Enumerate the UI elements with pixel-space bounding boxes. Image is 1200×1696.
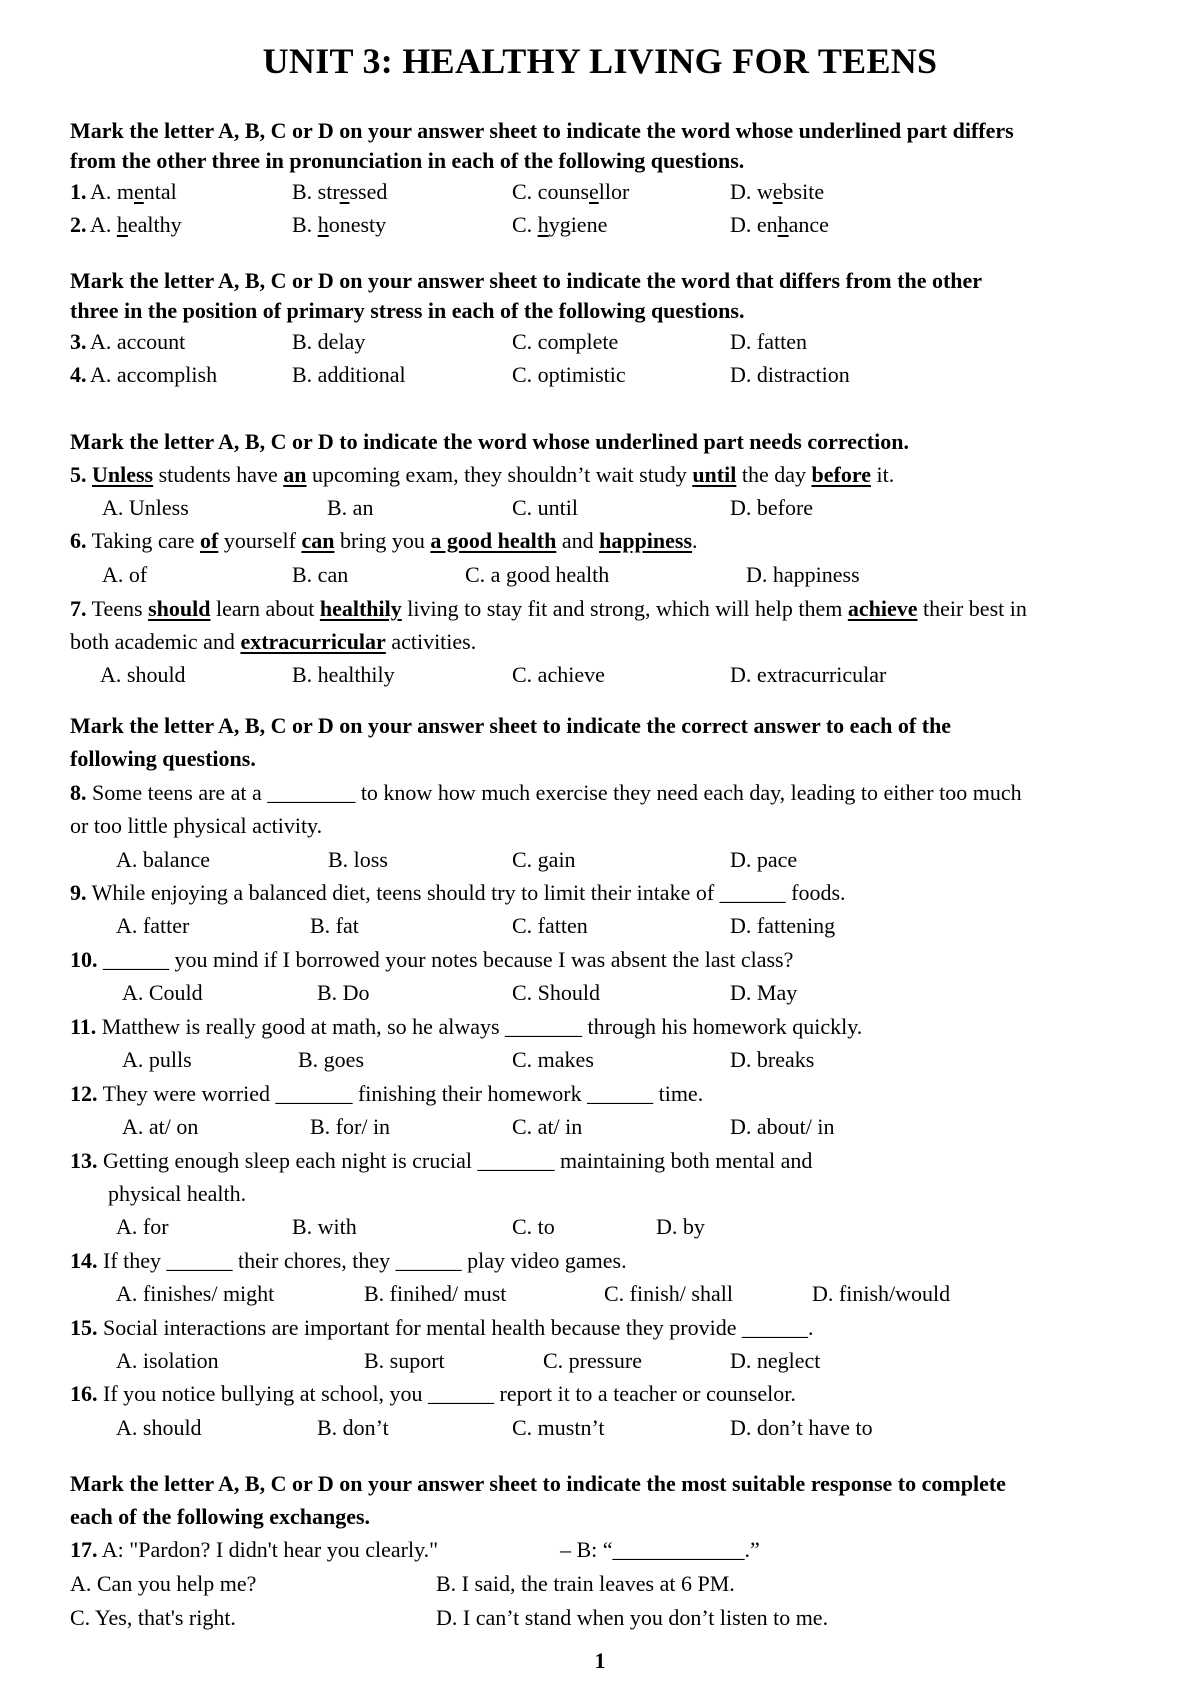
q11-option-a: A. pulls bbox=[122, 1047, 192, 1072]
question-11-stem: 11. Matthew is really good at math, so he always _______ through his homework quickly. bbox=[70, 1014, 863, 1039]
instruction-stress-line2: three in the position of primary stress in each of the following questions. bbox=[70, 298, 745, 323]
q9-option-d: D. fattening bbox=[730, 913, 836, 938]
question-13-stem-line2: physical health. bbox=[108, 1181, 247, 1206]
q8-option-a: A. balance bbox=[116, 847, 211, 872]
q12-option-c: C. at/ in bbox=[512, 1114, 583, 1139]
q8-option-c: C. gain bbox=[512, 847, 576, 872]
q3-option-b: B. delay bbox=[292, 329, 366, 354]
q4-option-b: B. additional bbox=[292, 362, 406, 387]
q17-option-b: B. I said, the train leaves at 6 PM. bbox=[436, 1571, 735, 1596]
q6-option-a: A. of bbox=[102, 562, 148, 587]
question-16-stem: 16. If you notice bullying at school, you ______ report it to a teacher or counselor. bbox=[70, 1381, 796, 1406]
q17-option-d: D. I can’t stand when you don’t listen to me. bbox=[436, 1605, 829, 1630]
question-6-stem: 6. Taking care of yourself can bring you a good health and happiness. bbox=[70, 528, 698, 553]
q4-option-a: A. accomplish bbox=[90, 362, 218, 387]
q14-option-b: B. finihed/ must bbox=[364, 1281, 507, 1306]
question-4-number: 4. bbox=[70, 362, 87, 387]
question-10-stem: 10. ______ you mind if I borrowed your notes because I was absent the last class? bbox=[70, 947, 794, 972]
q11-option-b: B. goes bbox=[298, 1047, 364, 1072]
q10-option-d: D. May bbox=[730, 980, 798, 1005]
question-9-stem: 9. While enjoying a balanced diet, teens should try to limit their intake of ______ foods. bbox=[70, 880, 846, 905]
q16-option-a: A. should bbox=[116, 1415, 202, 1440]
q7-option-c: C. achieve bbox=[512, 662, 605, 687]
q1-option-c: C. counsellor bbox=[512, 179, 630, 204]
q12-option-d: D. about/ in bbox=[730, 1114, 835, 1139]
instruction-exchange-line2: each of the following exchanges. bbox=[70, 1504, 371, 1529]
q16-option-b: B. don’t bbox=[317, 1415, 389, 1440]
q8-option-b: B. loss bbox=[328, 847, 388, 872]
q12-option-a: A. at/ on bbox=[122, 1114, 199, 1139]
q15-option-a: A. isolation bbox=[116, 1348, 219, 1373]
q15-option-c: C. pressure bbox=[543, 1348, 642, 1373]
q12-option-b: B. for/ in bbox=[310, 1114, 391, 1139]
q1-option-b: B. stressed bbox=[292, 179, 388, 204]
q2-option-d: D. enhance bbox=[730, 212, 829, 237]
question-8-stem-line2: or too little physical activity. bbox=[70, 813, 323, 838]
instruction-error-line1: Mark the letter A, B, C or D to indicate the word whose underlined part needs correction. bbox=[70, 429, 909, 454]
q2-option-a: A. healthy bbox=[90, 212, 182, 237]
q13-option-b: B. with bbox=[292, 1214, 357, 1239]
q7-option-a: A. should bbox=[100, 662, 186, 687]
q6-option-c: C. a good health bbox=[465, 562, 610, 587]
q3-option-d: D. fatten bbox=[730, 329, 807, 354]
q1-num: 1. bbox=[70, 179, 87, 204]
q9-option-b: B. fat bbox=[310, 913, 359, 938]
question-7-stem-line1: 7. Teens should learn about healthily living to stay fit and strong, which will help them achieve their best in bbox=[70, 596, 1027, 621]
q1-option-d: D. website bbox=[730, 179, 825, 204]
question-14-stem: 14. If they ______ their chores, they ______ play video games. bbox=[70, 1248, 627, 1273]
question-12-stem: 12. They were worried _______ finishing their homework ______ time. bbox=[70, 1081, 704, 1106]
q5-option-d: D. before bbox=[730, 495, 814, 520]
q5-option-b: B. an bbox=[327, 495, 374, 520]
q9-option-a: A. fatter bbox=[116, 913, 190, 938]
q10-option-c: C. Should bbox=[512, 980, 601, 1005]
q4-option-c: C. optimistic bbox=[512, 362, 626, 387]
q16-option-c: C. mustn’t bbox=[512, 1415, 605, 1440]
q8-option-d: D. pace bbox=[730, 847, 798, 872]
instruction-pronunciation-line1: Mark the letter A, B, C or D on your answer sheet to indicate the word whose underlined part differs bbox=[70, 118, 1014, 143]
instruction-mcq-line1: Mark the letter A, B, C or D on your answer sheet to indicate the correct answer to each of the bbox=[70, 713, 952, 738]
q14-option-d: D. finish/would bbox=[812, 1281, 951, 1306]
instruction-mcq-line2: following questions. bbox=[70, 746, 256, 771]
q6-option-b: B. can bbox=[292, 562, 349, 587]
q10-option-a: A. Could bbox=[122, 980, 203, 1005]
page-title: UNIT 3: HEALTHY LIVING FOR TEENS bbox=[262, 41, 938, 81]
instruction-exchange-line1: Mark the letter A, B, C or D on your answer sheet to indicate the most suitable response to complete bbox=[70, 1471, 1006, 1496]
question-13-stem-line1: 13. Getting enough sleep each night is crucial _______ maintaining both mental and bbox=[70, 1148, 813, 1173]
q7-option-d: D. extracurricular bbox=[730, 662, 887, 687]
q6-option-d: D. happiness bbox=[746, 562, 860, 587]
q16-option-d: D. don’t have to bbox=[730, 1415, 873, 1440]
q7-option-b: B. healthily bbox=[292, 662, 395, 687]
q10-option-b: B. Do bbox=[317, 980, 370, 1005]
q15-option-d: D. neglect bbox=[730, 1348, 821, 1373]
instruction-stress-line1: Mark the letter A, B, C or D on your answer sheet to indicate the word that differs from the other bbox=[70, 268, 983, 293]
q13-option-d: D. by bbox=[656, 1214, 705, 1239]
question-2-number bbox=[70, 211, 87, 239]
q14-option-c: C. finish/ shall bbox=[604, 1281, 733, 1306]
question-8-stem-line1: 8. Some teens are at a ________ to know how much exercise they need each day, leading to either too much bbox=[70, 780, 1022, 805]
page-number: 1 bbox=[594, 1648, 606, 1673]
q17-option-c: C. Yes, that's right. bbox=[70, 1605, 236, 1630]
q13-option-a: A. for bbox=[116, 1214, 169, 1239]
question-17-response-blank: – B: “____________.” bbox=[560, 1537, 760, 1562]
q2-option-b: B. honesty bbox=[292, 212, 387, 237]
q5-option-a: A. Unless bbox=[102, 495, 189, 520]
q15-option-b: B. suport bbox=[364, 1348, 445, 1373]
q1-option-a: A. mental bbox=[90, 179, 177, 204]
q11-option-d: D. breaks bbox=[730, 1047, 815, 1072]
q5-option-c: C. until bbox=[512, 495, 579, 520]
q3-option-c: C. complete bbox=[512, 329, 619, 354]
question-7-stem-line2: both academic and extracurricular activities. bbox=[70, 629, 477, 654]
q14-option-a: A. finishes/ might bbox=[116, 1281, 275, 1306]
q2-option-c: C. hygiene bbox=[512, 212, 608, 237]
q17-option-a: A. Can you help me? bbox=[70, 1571, 257, 1596]
q2-num: 2. bbox=[70, 212, 87, 237]
q13-option-c: C. to bbox=[512, 1214, 555, 1239]
question-1-number bbox=[70, 178, 87, 206]
q3-option-a: A. account bbox=[90, 329, 186, 354]
question-5-stem: 5. Unless students have an upcoming exam, they shouldn’t wait study until the day before it. bbox=[70, 462, 895, 487]
question-17-stem: 17. A: "Pardon? I didn't hear you clearly." bbox=[70, 1537, 439, 1562]
question-3-number: 3. bbox=[70, 329, 87, 354]
question-15-stem: 15. Social interactions are important for mental health because they provide ______. bbox=[70, 1315, 814, 1340]
q4-option-d: D. distraction bbox=[730, 362, 850, 387]
q9-option-c: C. fatten bbox=[512, 913, 588, 938]
instruction-pronunciation-line2: from the other three in pronunciation in each of the following questions. bbox=[70, 148, 745, 173]
q11-option-c: C. makes bbox=[512, 1047, 594, 1072]
